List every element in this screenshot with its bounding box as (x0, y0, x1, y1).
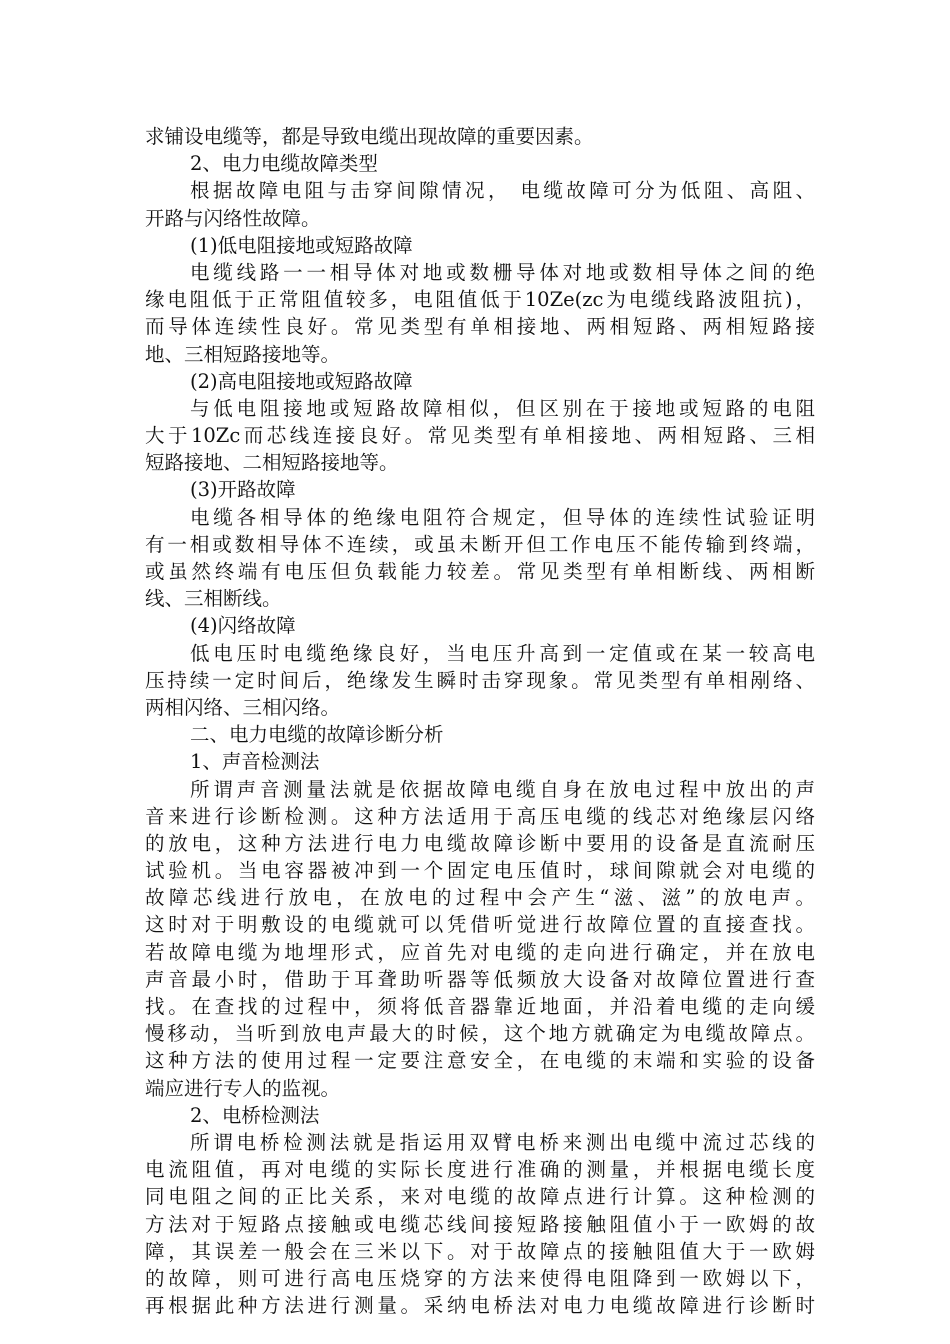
text-line: 音来进行诊断检测。这种方法适用于高压电缆的线芯对绝缘层闪络 (145, 804, 815, 828)
text-line: 的故障，则可进行高电压烧穿的方法来使得电阻降到一欧姆以下， (145, 1266, 815, 1290)
text-line: 缘电阻低于正常阻值较多，电阻值低于10Ze(zc为电缆线路波阻抗)， (145, 288, 815, 312)
text-line: 开路与闪络性故障。 (145, 206, 321, 230)
text-line: 同电阻之间的正比关系，来对电缆的故障点进行计算。这种检测的 (145, 1185, 815, 1209)
body-text (145, 123, 815, 1319)
text-line: 这时对于明敷设的电缆就可以凭借听觉进行故障位置的直接查找。 (145, 913, 815, 937)
subsection-heading: (1)低电阻接地或短路故障 (190, 233, 413, 257)
text-line: 若故障电缆为地埋形式，应首先对电缆的走向进行确定，并在放电 (145, 940, 815, 964)
text-line: 电缆各相导体的绝缘电阻符合规定，但导体的连续性试验证明 (190, 505, 815, 529)
text-line: 端应进行专人的监视。 (145, 1076, 341, 1100)
text-line: 这种方法的使用过程一定要注意安全，在电缆的末端和实验的设备 (145, 1049, 815, 1073)
text-line: 试验机。当电容器被冲到一个固定电压值时，球间隙就会对电缆的 (145, 859, 815, 883)
text-line: 或虽然终端有电压但负载能力较差。常见类型有单相断线、两相断 (145, 560, 815, 583)
section-heading: 2、电力电缆故障类型 (190, 152, 378, 176)
text-line: 障，其误差一般会在三米以下。对于故障点的接触阻值大于一欧姆 (145, 1239, 815, 1263)
text-line: 故障芯线进行放电，在放电的过程中会产生“滋、滋”的放电声。 (145, 886, 815, 910)
subsection-heading: (2)高电阻接地或短路故障 (190, 369, 413, 393)
text-line: 的放电，这种方法进行电力电缆故障诊断中要用的设备是直流耐压 (145, 831, 815, 855)
subsection-heading: (4)闪络故障 (190, 614, 296, 638)
text-line: 声音最小时，借助于耳聋助听器等低频放大设备对故障位置进行查 (145, 967, 815, 991)
text-line: 短路接地、二相短路接地等。 (145, 451, 399, 475)
text-line: 与低电阻接地或短路故障相似，但区别在于接地或短路的电阻 (190, 396, 815, 420)
text-line: 求铺设电缆等，都是导致电缆出现故障的重要因素。 (145, 125, 594, 148)
text-line: 找。在查找的过程中，须将低音器靠近地面，并沿着电缆的走向缓 (145, 995, 815, 1018)
text-line: 电缆线路一一相导体对地或数栅导体对地或数相导体之间的绝 (190, 260, 815, 284)
text-line: 根据故障电阻与击穿间隙情况， 电缆故障可分为低阻、高阻、 (190, 179, 815, 203)
text-line: 所谓声音测量法就是依据故障电缆自身在放电过程中放出的声 (190, 777, 815, 801)
text-line: 大于10Zc而芯线连接良好。常见类型有单相接地、两相短路、三相 (145, 424, 815, 448)
text-line: 低电压时电缆绝缘良好，当电压升高到一定值或在某一较高电 (190, 641, 815, 665)
text-line: 而导体连续性良好。常见类型有单相接地、两相短路、两相短路接 (145, 315, 815, 339)
text-line: 再根据此种方法进行测量。采纳电桥法对电力电缆故障进行诊断时 (145, 1294, 815, 1318)
text-line: 方法对于短路点接触或电缆芯线间接短路接触阻值小于一欧姆的故 (145, 1212, 815, 1236)
section-heading: 1、声音检测法 (190, 750, 320, 774)
section-heading: 2、电桥检测法 (190, 1103, 320, 1127)
text-line: 慢移动，当听到放电声最大的时候，这个地方就确定为电缆故障点。 (145, 1022, 815, 1046)
text-line: 有一相或数相导体不连续，或虽未断开但工作电压不能传输到终端， (145, 532, 815, 556)
text-line: 地、三相短路接地等。 (145, 342, 341, 366)
text-line: 电流阻值，再对电缆的实际长度进行准确的测量，并根据电缆长度 (145, 1158, 815, 1182)
text-line: 所谓电桥检测法就是指运用双臂电桥来测出电缆中流过芯线的 (190, 1130, 815, 1154)
chapter-heading: 二、电力电缆的故障诊断分析 (190, 723, 444, 747)
text-line: 压持续一定时间后，绝缘发生瞬时击穿现象。常见类型有单相剐络、 (145, 668, 815, 692)
subsection-heading: (3)开路故障 (190, 478, 296, 502)
text-line: 线、三相断线。 (145, 587, 282, 611)
text-line: 两相闪络、三相闪络。 (145, 695, 341, 719)
